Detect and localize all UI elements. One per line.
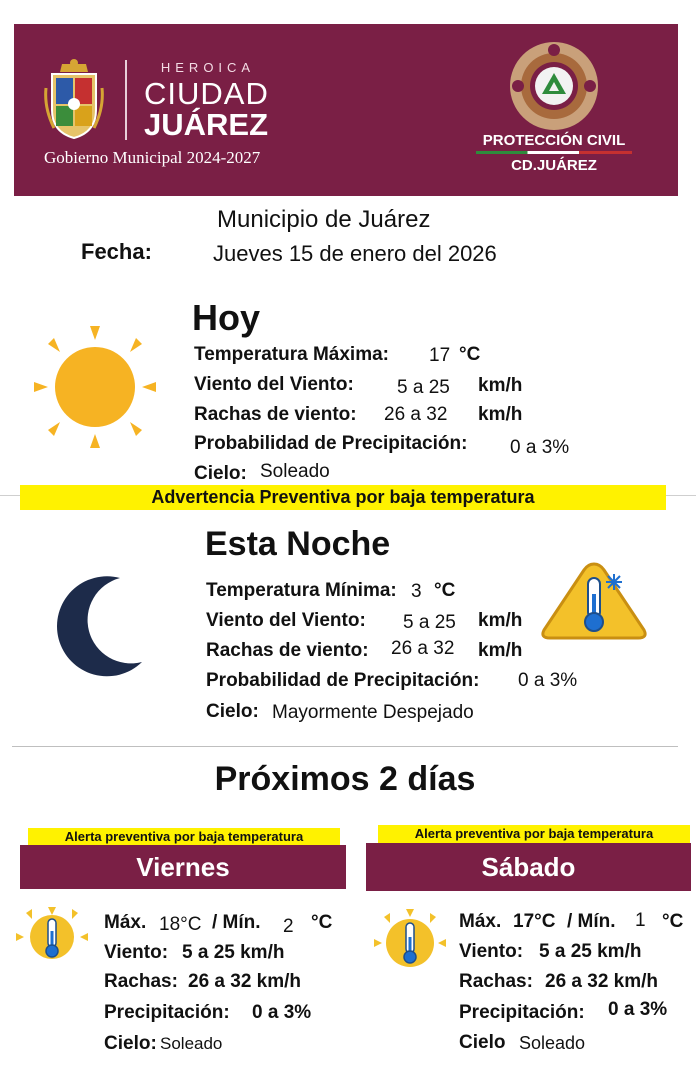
- hoy-sky-value: Soleado: [260, 461, 330, 482]
- fecha-label: Fecha:: [81, 239, 152, 264]
- flag-stripe: [476, 151, 632, 154]
- noche-temp-unit: °C: [434, 580, 456, 601]
- section-divider: [12, 746, 678, 747]
- hoy-wind-label: Viento del Viento:: [194, 374, 354, 395]
- hoy-gust-unit: km/h: [478, 404, 523, 425]
- viernes-gust-label: Rachas:: [104, 971, 178, 992]
- hoy-sky-label: Cielo:: [194, 463, 247, 484]
- noche-gust-unit: km/h: [478, 640, 523, 661]
- viernes-wind-value: 5 a 25 km/h: [182, 942, 285, 963]
- juarez-text: JUÁREZ: [144, 107, 269, 142]
- viernes-sky-value: Soleado: [160, 1034, 223, 1053]
- sabado-header: Sábado: [366, 843, 691, 891]
- sabado-max-value: 17°C: [513, 911, 556, 932]
- viernes-max-value: 18°C: [159, 914, 202, 935]
- viernes-sky-label: Cielo:: [104, 1033, 157, 1054]
- hoy-temp-label: Temperatura Máxima:: [194, 344, 389, 365]
- viernes-min-value: 2: [283, 916, 294, 937]
- viernes-max-label: Máx.: [104, 912, 147, 933]
- divider: [125, 60, 127, 140]
- hoy-gust-value: 26 a 32: [384, 404, 448, 425]
- proximos-title: Próximos 2 días: [214, 760, 476, 798]
- noche-temp-label: Temperatura Mínima:: [206, 580, 397, 601]
- sabado-min-value: 1: [635, 910, 646, 931]
- hoy-temp-value: 17: [429, 345, 451, 366]
- viernes-min-unit: °C: [311, 912, 333, 933]
- sabado-wind-value: 5 a 25 km/h: [539, 941, 642, 962]
- hoy-precip-label: Probabilidad de Precipitación:: [194, 433, 468, 454]
- sabado-max-label: Máx.: [459, 911, 502, 932]
- sabado-sep: / Mín.: [567, 911, 616, 932]
- viernes-gust-value: 26 a 32 km/h: [188, 971, 302, 992]
- viernes-header: Viernes: [20, 845, 346, 889]
- proteccion-civil-logo-icon: [508, 40, 600, 132]
- noche-wind-unit: km/h: [478, 610, 523, 631]
- sabado-min-unit: °C: [662, 911, 684, 932]
- sun-icon: [30, 322, 160, 452]
- cd-juarez-text: CD.JUÁREZ: [511, 157, 597, 174]
- gobierno-text: Gobierno Municipal 2024-2027: [44, 148, 261, 167]
- sabado-alert: Alerta preventiva por baja temperatura: [378, 825, 690, 843]
- noche-wind-value: 5 a 25: [403, 612, 456, 633]
- heroica-text: HEROICA: [160, 60, 256, 75]
- sabado-wind-label: Viento:: [459, 941, 524, 962]
- fecha-value: Jueves 15 de enero del 2026: [213, 241, 497, 266]
- noche-precip-value: 0 a 3%: [518, 670, 578, 691]
- header-banner: [14, 24, 678, 196]
- sabado-precip-label: Precipitación:: [459, 1002, 585, 1023]
- noche-gust-label: Rachas de viento:: [206, 640, 369, 661]
- proteccion-civil-text: PROTECCIÓN CIVIL: [482, 132, 626, 149]
- viernes-wind-label: Viento:: [104, 942, 169, 963]
- viernes-alert: Alerta preventiva por baja temperatura: [28, 828, 340, 846]
- noche-sky-value: Mayormente Despejado: [272, 702, 474, 723]
- noche-sky-label: Cielo:: [206, 701, 259, 722]
- hoy-precip-value: 0 a 3%: [510, 437, 570, 458]
- sabado-sky-label: Cielo: [459, 1032, 506, 1053]
- viernes-precip-label: Precipitación:: [104, 1002, 230, 1023]
- hoy-gust-label: Rachas de viento:: [194, 404, 357, 425]
- hoy-wind-unit: km/h: [478, 375, 523, 396]
- sabado-cold-icon: [372, 905, 448, 977]
- moon-icon: [50, 570, 150, 680]
- noche-wind-label: Viento del Viento:: [206, 610, 366, 631]
- hoy-title: Hoy: [192, 297, 261, 338]
- sabado-sky-value: Soleado: [519, 1033, 586, 1053]
- noche-temp-value: 3: [411, 581, 422, 602]
- sabado-gust-label: Rachas:: [459, 971, 533, 992]
- viernes-sep: / Mín.: [212, 912, 261, 933]
- warning-banner: Advertencia Preventiva por baja temperatura: [20, 485, 666, 510]
- noche-title: Esta Noche: [205, 525, 391, 563]
- ciudad-text: CIUDAD: [144, 76, 269, 111]
- noche-precip-label: Probabilidad de Precipitación:: [206, 670, 480, 691]
- sabado-precip-value: 0 a 3%: [608, 999, 668, 1020]
- municipio-text: Municipio de Juárez: [217, 206, 431, 233]
- coat-of-arms-icon: [44, 58, 104, 142]
- hoy-temp-unit: °C: [459, 344, 481, 365]
- hoy-wind-value: 5 a 25: [397, 377, 450, 398]
- viernes-cold-icon: [14, 905, 90, 967]
- cold-thermometer-warning-icon: [538, 560, 650, 642]
- noche-gust-value: 26 a 32: [391, 638, 455, 659]
- viernes-precip-value: 0 a 3%: [252, 1002, 312, 1023]
- sabado-gust-value: 26 a 32 km/h: [545, 971, 659, 992]
